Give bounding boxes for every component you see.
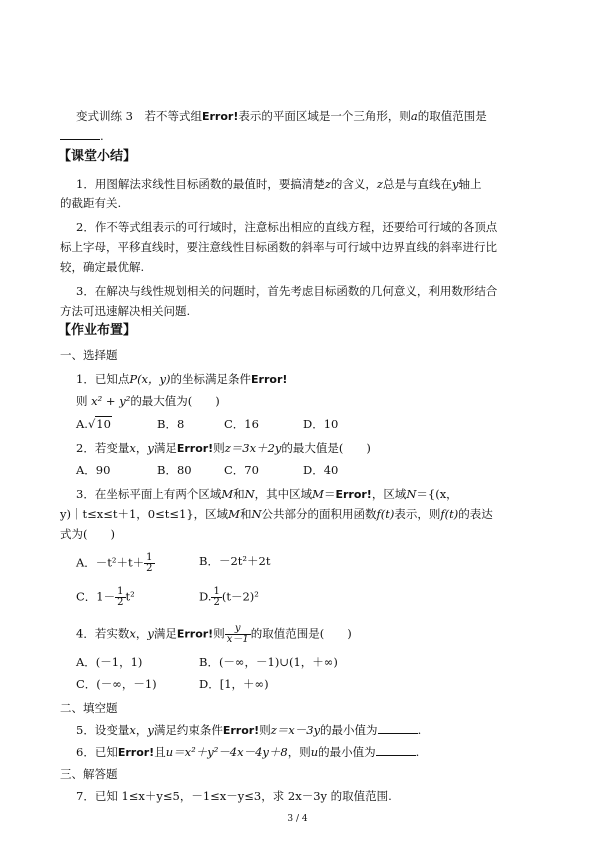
q3-line3: 式为( ) bbox=[60, 527, 115, 541]
q1-line1: 1．已知点P(x，y)的坐标满足条件Error! bbox=[76, 372, 288, 386]
q1-option-b: B．8 bbox=[157, 417, 185, 431]
q1-option-d: D．10 bbox=[303, 417, 339, 431]
summary-p3-line2: 方法可迅速解决相关问题. bbox=[60, 304, 191, 318]
section-fill: 二、填空题 bbox=[60, 701, 118, 715]
page-number: 3 / 4 bbox=[287, 814, 308, 824]
q4-option-c: C．(－∞，－1) bbox=[76, 677, 157, 691]
error-placeholder: Error! bbox=[251, 373, 288, 386]
q3-line1: 3．在坐标平面上有两个区域M和N，其中区域M＝Error!，区域N＝{(x， bbox=[76, 487, 458, 501]
fraction: $\frac{1}{2}$ bbox=[146, 552, 153, 574]
summary-p1-line1: 1．用图解法求线性目标函数的最值时，要搞清楚z的含义，z总是与直线在y轴上 bbox=[76, 177, 482, 191]
q4-option-a: A．(－1，1) bbox=[76, 655, 143, 669]
q2-option-a: A．90 bbox=[76, 463, 111, 477]
answer-blank bbox=[60, 128, 100, 140]
error-placeholder: Error! bbox=[176, 442, 214, 455]
q2-option-c: C．70 bbox=[224, 463, 259, 477]
q3-option-a: A．－t²＋t＋ $\frac{1}{2}$ bbox=[76, 552, 153, 574]
summary-p2-line3: 较，确定最优解. bbox=[60, 260, 145, 274]
answer-blank bbox=[378, 722, 418, 734]
q5-line: 5．设变量x，y满足约束条件Error!则z＝x－3y的最小值为 . bbox=[76, 723, 422, 737]
q3-option-d: D. $\frac{1}{2}$ (t－2)² bbox=[199, 586, 259, 608]
q2-option-d: D．40 bbox=[303, 463, 339, 477]
q1-option-a: A.√10 bbox=[76, 417, 111, 431]
intro-line-1: 变式训练 3 若不等式组Error!表示的平面区域是一个三角形，则a的取值范围是 bbox=[76, 109, 487, 123]
fraction: $\frac{y}{x-1}$ bbox=[226, 623, 249, 645]
q4-option-d: D．[1，＋∞) bbox=[199, 677, 269, 691]
section-solve: 三、解答题 bbox=[60, 767, 118, 781]
summary-p1-line2: 的截距有关. bbox=[60, 196, 122, 210]
error-placeholder: Error! bbox=[222, 724, 260, 737]
error-placeholder: Error! bbox=[117, 746, 155, 759]
fraction: $\frac{1}{2}$ bbox=[213, 586, 220, 608]
error-placeholder: Error! bbox=[176, 627, 214, 641]
summary-p3-line1: 3．在解决与线性规划相关的问题时，首先考虑目标函数的几何意义，利用数形结合 bbox=[76, 284, 498, 298]
answer-blank bbox=[376, 744, 416, 756]
fraction: $\frac{1}{2}$ bbox=[117, 586, 124, 608]
q3-option-b: B．－2t²＋2t bbox=[199, 554, 271, 568]
q4-option-b: B．(－∞，－1)∪(1，＋∞) bbox=[199, 655, 338, 669]
section-choice: 一、选择题 bbox=[60, 348, 118, 362]
homework-heading: 【作业布置】 bbox=[58, 323, 137, 338]
q1-option-c: C．16 bbox=[224, 417, 259, 431]
summary-p2-line1: 2．作不等式组表示的可行域时，注意标出相应的直线方程，还要给可行域的各顶点 bbox=[76, 220, 498, 234]
q6-line: 6．已知Error!且u＝x²＋y²－4x－4y＋8，则u的最小值为 . bbox=[76, 745, 420, 759]
q3-option-c: C．1－ $\frac{1}{2}$ t² bbox=[76, 586, 135, 608]
q4-line1: 4．若实数x，y满足Error!则 $\frac{y}{x-1}$ 的取值范围是( ) bbox=[76, 623, 352, 645]
sqrt-sign: √ bbox=[87, 417, 96, 431]
q3-line2: y)｜t≤x≤t＋1，0≤t≤1}，区域M和N公共部分的面积用函数f(t)表示，则f(t)的表达 bbox=[60, 507, 493, 521]
q7-line: 7．已知 1≤x＋y≤5，－1≤x－y≤3，求 2x－3y 的取值范围. bbox=[76, 789, 392, 803]
summary-heading: 【课堂小结】 bbox=[58, 149, 137, 164]
error-placeholder: Error! bbox=[201, 110, 239, 123]
error-placeholder: Error! bbox=[335, 488, 372, 501]
q2-line1: 2．若变量x，y满足Error!则z＝3x＋2y的最大值是( ) bbox=[76, 441, 371, 455]
q2-option-b: B．80 bbox=[157, 463, 192, 477]
q1-line2: 则 x² + y²的最大值为( ) bbox=[76, 394, 220, 408]
intro-line-2: . bbox=[60, 128, 104, 144]
summary-p2-line2: 标上字母，平移直线时，要注意线性目标函数的斜率与可行域中边界直线的斜率进行比 bbox=[60, 240, 497, 254]
